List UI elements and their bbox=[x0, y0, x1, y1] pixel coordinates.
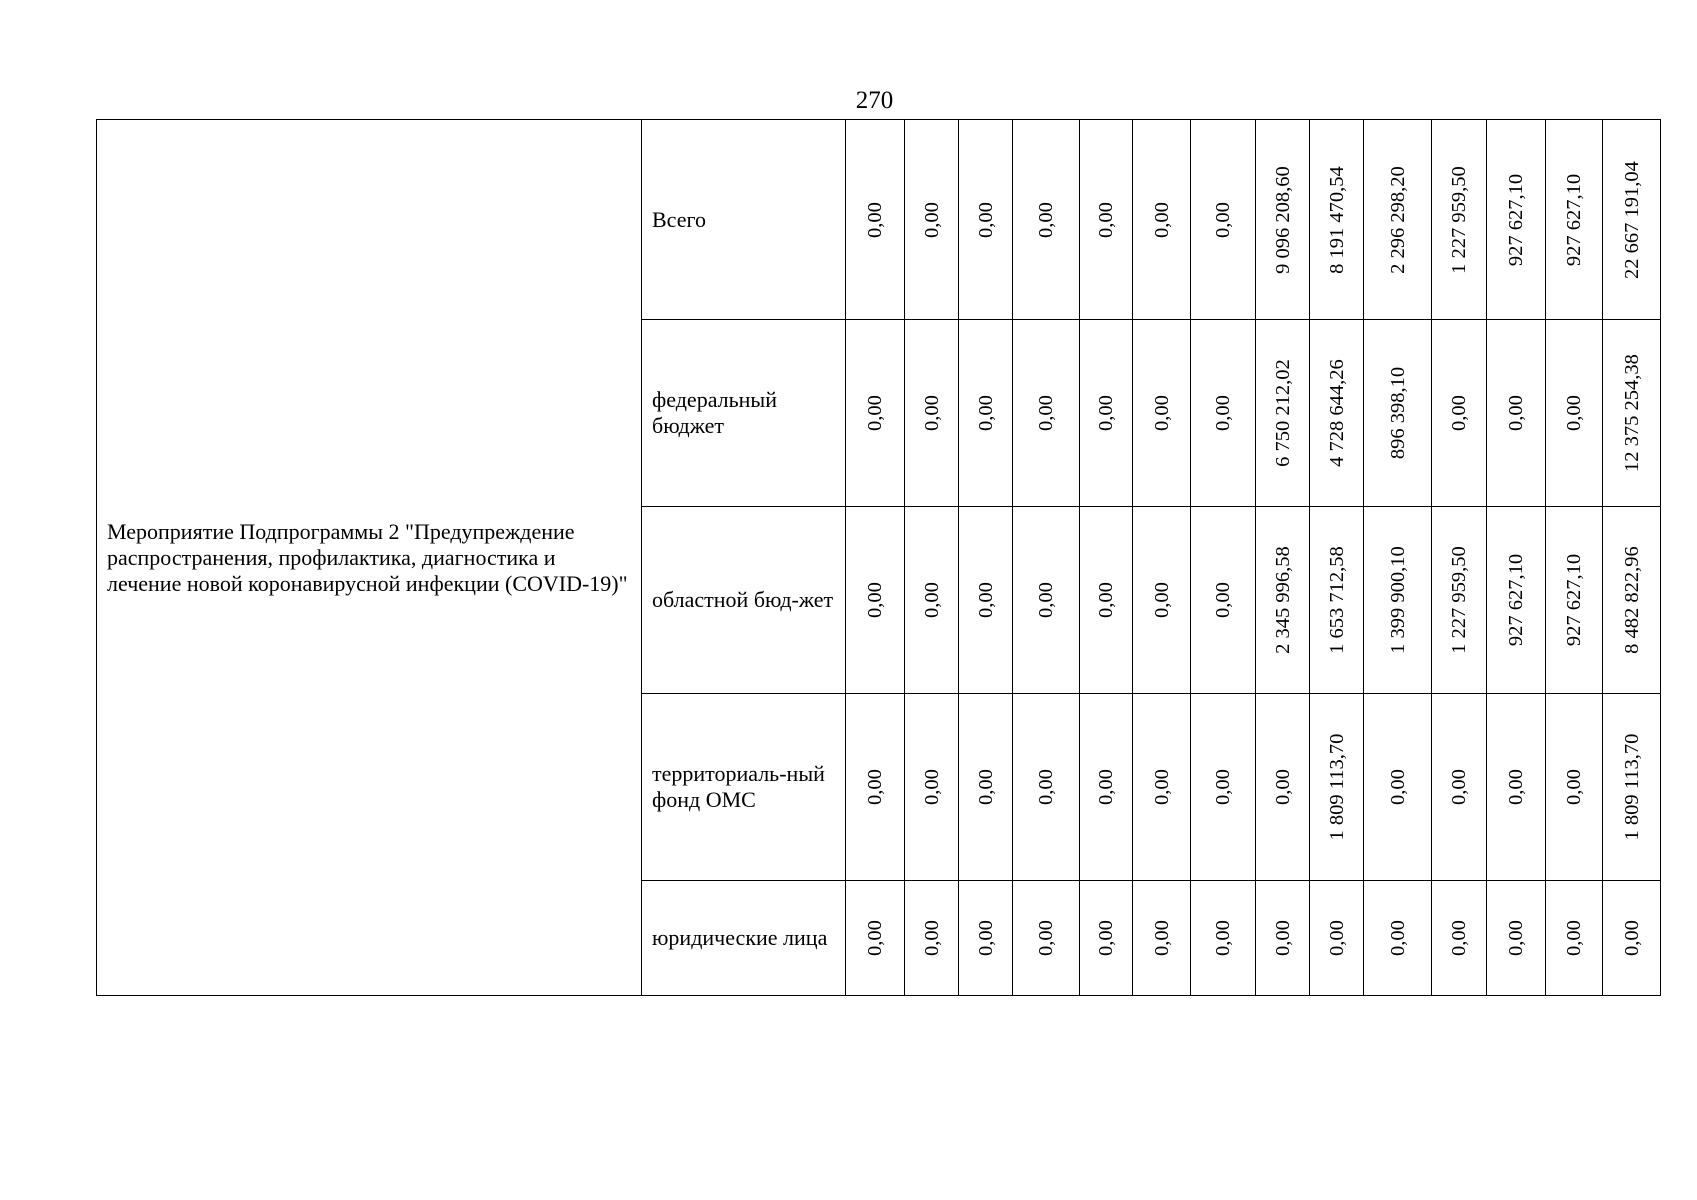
value-cell bbox=[1080, 320, 1133, 507]
value-cell bbox=[1191, 507, 1256, 694]
value-text: 0,00 bbox=[920, 582, 943, 618]
value-cell bbox=[1310, 694, 1364, 881]
value-text: 1 399 900,10 bbox=[1386, 546, 1409, 654]
value-text: 4 728 644,26 bbox=[1325, 359, 1348, 467]
value-text: 0,00 bbox=[920, 920, 943, 956]
value-cell bbox=[959, 694, 1013, 881]
value-text: 0,00 bbox=[1212, 769, 1234, 805]
value-cell bbox=[1013, 881, 1080, 996]
value-text: 1 227 959,50 bbox=[1448, 165, 1470, 274]
value-cell bbox=[1256, 120, 1310, 320]
funding-source-cell: областной бюд-жет bbox=[642, 507, 846, 694]
value-text: 0,00 bbox=[864, 201, 886, 238]
value-cell bbox=[1013, 507, 1080, 694]
value-cell bbox=[1546, 694, 1603, 881]
value-text: 927 627,10 bbox=[1505, 173, 1527, 266]
value-cell bbox=[1310, 881, 1364, 996]
value-text: 927 627,10 bbox=[1505, 553, 1527, 647]
value-text: 0,00 bbox=[974, 582, 997, 618]
value-text: 0,00 bbox=[1212, 582, 1234, 618]
value-cell bbox=[846, 881, 905, 996]
table-row bbox=[97, 120, 1661, 320]
value-text: 0,00 bbox=[1271, 769, 1294, 805]
value-cell bbox=[905, 320, 959, 507]
value-cell bbox=[959, 507, 1013, 694]
value-text: 22 667 191,04 bbox=[1620, 160, 1643, 279]
value-text: 0,00 bbox=[1095, 201, 1117, 238]
value-text: 0,00 bbox=[920, 395, 943, 431]
value-text: 0,00 bbox=[1095, 920, 1117, 956]
value-cell bbox=[1310, 320, 1364, 507]
value-text: 12 375 254,38 bbox=[1620, 354, 1643, 472]
value-text: 896 398,10 bbox=[1386, 366, 1409, 460]
value-text: 0,00 bbox=[1150, 201, 1173, 238]
value-cell bbox=[1191, 694, 1256, 881]
value-text: 0,00 bbox=[1095, 395, 1117, 431]
value-text: 8 191 470,54 bbox=[1325, 165, 1348, 274]
value-cell bbox=[905, 881, 959, 996]
value-cell bbox=[1603, 120, 1661, 320]
value-text: 1 227 959,50 bbox=[1448, 546, 1470, 654]
value-cell bbox=[1256, 694, 1310, 881]
value-text: 0,00 bbox=[1325, 920, 1348, 956]
value-text: 927 627,10 bbox=[1563, 553, 1585, 647]
value-text: 0,00 bbox=[1095, 582, 1117, 618]
value-cell bbox=[1546, 120, 1603, 320]
value-text: 0,00 bbox=[1563, 920, 1585, 956]
value-cell bbox=[905, 507, 959, 694]
value-text: 0,00 bbox=[1035, 582, 1057, 618]
value-text: 0,00 bbox=[1563, 395, 1585, 431]
value-cell bbox=[959, 120, 1013, 320]
value-text: 0,00 bbox=[1212, 201, 1234, 238]
page-number: 270 bbox=[855, 87, 894, 114]
value-text: 0,00 bbox=[1150, 920, 1173, 956]
value-cell bbox=[1256, 320, 1310, 507]
value-cell bbox=[1013, 694, 1080, 881]
value-text: 0,00 bbox=[1035, 395, 1057, 431]
value-text: 2 296 298,20 bbox=[1386, 165, 1409, 274]
value-text: 0,00 bbox=[1505, 920, 1527, 956]
value-text: 0,00 bbox=[1150, 395, 1173, 431]
value-text: 0,00 bbox=[1386, 769, 1409, 805]
value-text: 0,00 bbox=[1035, 920, 1057, 956]
value-cell bbox=[1191, 881, 1256, 996]
value-cell bbox=[1432, 120, 1487, 320]
value-cell bbox=[1432, 881, 1487, 996]
value-cell bbox=[905, 694, 959, 881]
budget-table bbox=[96, 119, 1661, 996]
value-cell bbox=[846, 507, 905, 694]
value-text: 0,00 bbox=[864, 769, 886, 805]
value-cell bbox=[1133, 320, 1191, 507]
value-cell bbox=[1133, 881, 1191, 996]
value-text: 1 653 712,58 bbox=[1325, 546, 1348, 654]
value-text: 0,00 bbox=[1448, 769, 1470, 805]
value-text: 0,00 bbox=[1150, 582, 1173, 618]
value-text: 0,00 bbox=[1095, 769, 1117, 805]
value-text: 1 809 113,70 bbox=[1325, 733, 1348, 841]
value-cell bbox=[1310, 120, 1364, 320]
event-name-cell: Мероприятие Подпрограммы 2 "Предупреждение распространения, профилактика, диагностика и лечение новой коронавирусной инфекции (COVID-19)" bbox=[97, 120, 642, 996]
value-text: 0,00 bbox=[1563, 769, 1585, 805]
value-cell bbox=[1080, 120, 1133, 320]
value-text: 0,00 bbox=[1448, 920, 1470, 956]
value-cell bbox=[1080, 507, 1133, 694]
value-text: 0,00 bbox=[1386, 920, 1409, 956]
value-text: 0,00 bbox=[1620, 920, 1643, 956]
value-text: 0,00 bbox=[1448, 395, 1470, 431]
value-cell bbox=[1432, 320, 1487, 507]
value-text: 1 809 113,70 bbox=[1620, 733, 1643, 841]
value-cell bbox=[1364, 120, 1432, 320]
value-text: 927 627,10 bbox=[1563, 173, 1585, 266]
value-cell bbox=[1546, 507, 1603, 694]
value-cell bbox=[1546, 320, 1603, 507]
value-cell bbox=[1364, 507, 1432, 694]
value-cell bbox=[1256, 507, 1310, 694]
value-cell bbox=[1133, 694, 1191, 881]
value-cell bbox=[1080, 694, 1133, 881]
value-cell bbox=[1487, 881, 1546, 996]
value-text: 9 096 208,60 bbox=[1271, 165, 1294, 274]
value-cell bbox=[1487, 507, 1546, 694]
value-cell bbox=[1603, 507, 1661, 694]
value-cell bbox=[1080, 881, 1133, 996]
value-cell bbox=[1603, 320, 1661, 507]
value-cell bbox=[1364, 694, 1432, 881]
funding-source-cell: юридические лица bbox=[642, 881, 846, 996]
value-text: 2 345 996,58 bbox=[1271, 546, 1294, 654]
value-text: 0,00 bbox=[974, 769, 997, 805]
value-cell bbox=[1364, 881, 1432, 996]
funding-source-cell: территориаль-ный фонд ОМС bbox=[642, 694, 846, 881]
value-cell bbox=[1364, 320, 1432, 507]
value-text: 0,00 bbox=[974, 920, 997, 956]
value-cell bbox=[1603, 881, 1661, 996]
value-cell bbox=[1013, 120, 1080, 320]
value-cell bbox=[959, 881, 1013, 996]
value-cell bbox=[846, 694, 905, 881]
funding-source-cell: Всего bbox=[642, 120, 846, 320]
value-cell bbox=[1191, 120, 1256, 320]
value-text: 0,00 bbox=[1212, 920, 1234, 956]
value-text: 0,00 bbox=[1505, 769, 1527, 805]
value-text: 0,00 bbox=[1035, 201, 1057, 238]
value-text: 0,00 bbox=[920, 201, 943, 238]
value-cell bbox=[1133, 120, 1191, 320]
value-text: 0,00 bbox=[920, 769, 943, 805]
value-text: 0,00 bbox=[1150, 769, 1173, 805]
funding-source-cell: федеральный бюджет bbox=[642, 320, 846, 507]
value-text: 0,00 bbox=[864, 582, 886, 618]
value-text: 0,00 bbox=[1505, 395, 1527, 431]
value-cell bbox=[959, 320, 1013, 507]
value-cell bbox=[1432, 507, 1487, 694]
value-text: 0,00 bbox=[974, 201, 997, 238]
value-cell bbox=[1487, 694, 1546, 881]
value-text: 0,00 bbox=[974, 395, 997, 431]
value-cell bbox=[846, 320, 905, 507]
value-cell bbox=[1432, 694, 1487, 881]
value-cell bbox=[1310, 507, 1364, 694]
value-cell bbox=[1546, 881, 1603, 996]
value-cell bbox=[905, 120, 959, 320]
value-text: 6 750 212,02 bbox=[1271, 359, 1294, 467]
value-cell bbox=[1013, 320, 1080, 507]
value-cell bbox=[846, 120, 905, 320]
value-text: 0,00 bbox=[864, 395, 886, 431]
value-text: 8 482 822,96 bbox=[1620, 546, 1643, 654]
value-text: 0,00 bbox=[1212, 395, 1234, 431]
value-cell bbox=[1487, 320, 1546, 507]
value-text: 0,00 bbox=[864, 920, 886, 956]
value-cell bbox=[1133, 507, 1191, 694]
value-text: 0,00 bbox=[1271, 920, 1294, 956]
value-text: 0,00 bbox=[1035, 769, 1057, 805]
value-cell bbox=[1191, 320, 1256, 507]
value-cell bbox=[1487, 120, 1546, 320]
value-cell bbox=[1256, 881, 1310, 996]
value-cell bbox=[1603, 694, 1661, 881]
